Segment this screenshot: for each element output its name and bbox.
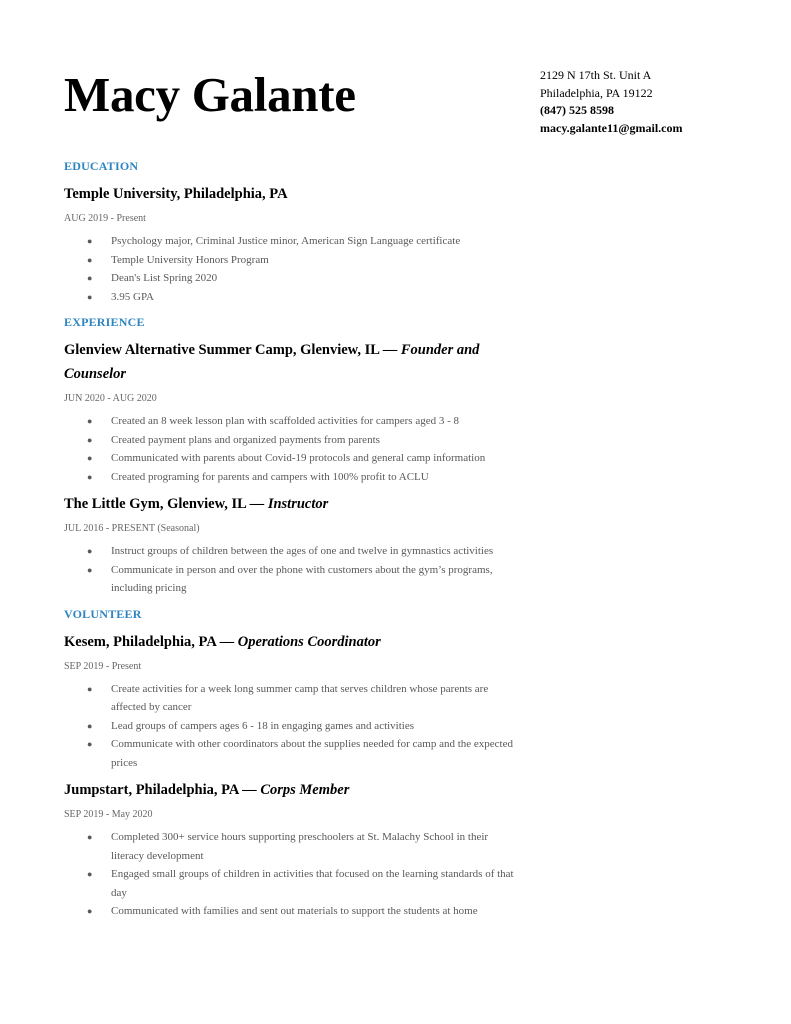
bullet-dot-icon: ●: [87, 683, 93, 694]
bullet-item: [64, 288, 514, 307]
section-heading: VOLUNTEER: [64, 606, 142, 621]
entry-date: JUN 2020 - AUG 2020: [64, 393, 157, 404]
email-address: macy.galante11@gmail.com: [540, 120, 683, 135]
entry-date: AUG 2019 - Present: [64, 213, 146, 224]
bullet-text: 3.95 GPA: [111, 290, 154, 303]
bullet-text: Created payment plans and organized payments from parents: [111, 433, 380, 446]
address-line-1: 2129 N 17th St. Unit A: [540, 68, 652, 82]
bullet-list: [64, 542, 514, 598]
bullet-item: [64, 735, 514, 772]
bullet-dot-icon: ●: [87, 453, 93, 463]
section-experience: [64, 312, 514, 598]
section-volunteer: [64, 604, 514, 921]
bullet-text: Created programing for parents and campers with 100% profit to ACLU: [111, 470, 429, 483]
section-heading: EXPERIENCE: [64, 315, 145, 329]
bullet-dot-icon: ●: [87, 434, 93, 445]
entry: [64, 630, 514, 773]
bullet-dot-icon: ●: [87, 564, 93, 575]
contact-block: [540, 67, 682, 137]
entry: [64, 338, 514, 486]
bullet-dot-icon: ●: [87, 720, 93, 731]
entry-organization: Jumpstart, Philadelphia, PA —: [64, 782, 257, 798]
bullet-list: [64, 232, 514, 306]
entry: [64, 492, 514, 598]
bullet-text: Psychology major, Criminal Justice minor, American Sign Language certificate: [111, 235, 461, 247]
bullet-dot-icon: ●: [87, 546, 93, 556]
bullet-text: Communicate in person and over the phone with customers about the gym’s programs, including pricing: [111, 563, 493, 594]
bullet-item: [64, 902, 514, 921]
bullet-item: [64, 468, 514, 487]
bullet-item: [64, 431, 514, 450]
bullet-item: [64, 542, 514, 561]
bullet-dot-icon: ●: [87, 471, 93, 482]
entry-title: [64, 492, 514, 516]
bullet-dot-icon: ●: [87, 254, 93, 265]
bullet-text: Lead groups of campers ages 6 - 18 in engaging games and activities: [111, 719, 415, 732]
bullet-text: Create activities for a week long summer camp that serves children whose parents are affected by cancer: [111, 682, 489, 713]
entry-organization: Kesem, Philadelphia, PA —: [64, 633, 235, 650]
bullet-text: Completed 300+ service hours supporting preschoolers at St. Malachy School in their literacy development: [111, 831, 489, 862]
bullet-dot-icon: ●: [87, 869, 93, 879]
entry-role: Corps Member: [260, 782, 350, 798]
entry-role: Founder and Counselor: [64, 342, 480, 382]
bullet-text: Communicated with parents about Covid-19 protocols and general camp information: [111, 452, 486, 464]
bullet-text: Engaged small groups of children in activities that focused on the learning standards of that day: [111, 868, 514, 899]
section-education: [64, 156, 514, 306]
bullet-item: [64, 680, 514, 717]
entry-date: SEP 2019 - Present: [64, 660, 142, 672]
entry-organization: Glenview Alternative Summer Camp, Glenview, IL —: [64, 342, 398, 358]
bullet-dot-icon: ●: [87, 832, 93, 842]
bullet-dot-icon: ●: [87, 273, 93, 283]
bullet-item: [64, 412, 514, 431]
address-line-2: Philadelphia, PA 19122: [540, 85, 653, 100]
bullet-item: [64, 449, 514, 468]
bullet-dot-icon: ●: [87, 291, 93, 302]
entry-title: [64, 338, 514, 386]
entry: [64, 182, 514, 306]
section-heading: EDUCATION: [64, 159, 139, 173]
bullet-item: [64, 251, 514, 270]
bullet-text: Dean's List Spring 2020: [111, 272, 218, 284]
bullet-item: [64, 828, 514, 865]
entry-date: SEP 2019 - May 2020: [64, 809, 153, 820]
bullet-item: [64, 232, 514, 251]
resume-body: [64, 150, 514, 921]
entry-organization: The Little Gym, Glenview, IL —: [64, 496, 265, 512]
bullet-text: Instruct groups of children between the ages of one and twelve in gymnastics activities: [111, 545, 494, 557]
entry-date: JUL 2016 - PRESENT (Seasonal): [64, 523, 200, 534]
entry-role: Operations Coordinator: [237, 633, 381, 650]
phone-number: (847) 525 8598: [540, 103, 614, 117]
bullet-list: [64, 828, 514, 921]
bullet-text: Communicated with families and sent out materials to support the students at home: [111, 905, 478, 917]
bullet-dot-icon: ●: [87, 906, 93, 916]
bullet-list: [64, 680, 514, 773]
bullet-item: [64, 717, 514, 736]
bullet-text: Temple University Honors Program: [111, 253, 269, 266]
bullet-item: [64, 561, 514, 598]
entry-title: [64, 182, 514, 206]
bullet-list: [64, 412, 514, 486]
entry-organization: Temple University, Philadelphia, PA: [64, 186, 288, 202]
resume-name: Macy Galante: [64, 67, 356, 122]
bullet-text: Created an 8 week lesson plan with scaffolded activities for campers aged 3 - 8: [111, 415, 460, 427]
bullet-text: Communicate with other coordinators about the supplies needed for camp and the expected prices: [111, 738, 513, 769]
bullet-dot-icon: ●: [87, 416, 93, 426]
entry-title: [64, 630, 514, 654]
entry: [64, 778, 514, 921]
bullet-item: [64, 865, 514, 902]
bullet-dot-icon: ●: [87, 236, 93, 246]
bullet-item: [64, 269, 514, 288]
entry-title: [64, 778, 514, 802]
entry-role: Instructor: [267, 496, 329, 512]
bullet-dot-icon: ●: [87, 739, 93, 749]
